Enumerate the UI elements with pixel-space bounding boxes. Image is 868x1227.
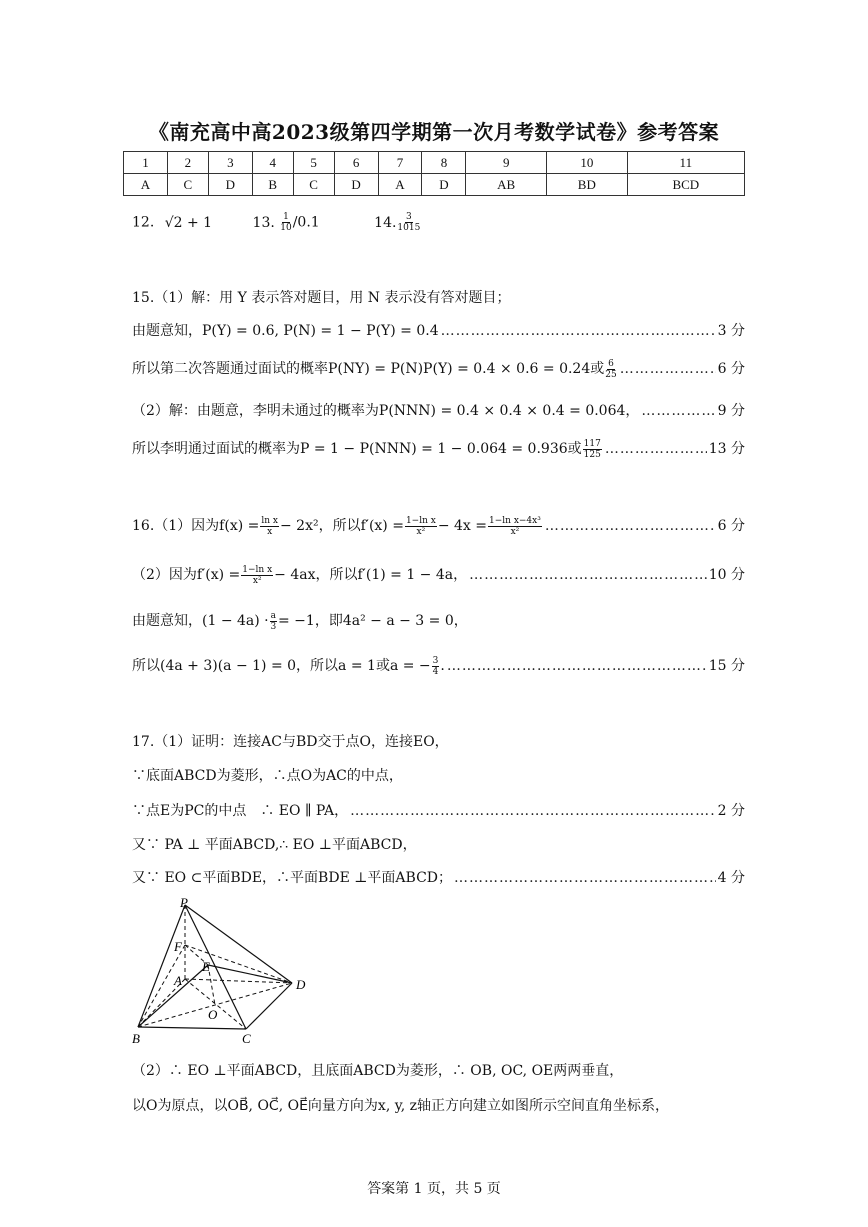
q14-label: 14. <box>374 214 397 231</box>
leader-dots <box>350 803 716 819</box>
question-number: 8 <box>422 152 466 174</box>
leader-dots <box>441 323 716 339</box>
q15-line4-body: 所以李明通过面试的概率为P = 1 − P(NNN) = 1 − 0.064 = 0.936或 <box>132 441 582 457</box>
q16-line3-part: = −1，即4a² − a − 3 = 0， <box>278 613 468 629</box>
numerator: 1−ln x−4x³ <box>489 515 541 526</box>
numerator: ln x <box>261 515 278 526</box>
q16-line2-part: − 4ax，所以f′(1) = 1 − 4a， <box>274 567 468 583</box>
fill-in-answers <box>132 212 745 233</box>
answer-cell: B <box>252 174 293 196</box>
label-B: B <box>132 1031 140 1046</box>
q17-line3-text: ∵点E为PC的中点 ∴ EO ∥ PA， <box>132 803 349 819</box>
q17-line2: ∵底面ABCD为菱形，∴点O为AC的中点， <box>132 768 403 784</box>
answer-cell: C <box>293 174 334 196</box>
fraction <box>488 516 542 537</box>
q15-line4 <box>132 438 745 460</box>
q15-line2 <box>132 358 745 380</box>
q13-denominator: 10 <box>280 223 292 233</box>
label-E: E <box>202 959 210 974</box>
denominator: 3 <box>270 621 277 632</box>
question-number: 1 <box>124 152 168 174</box>
q12-label: 12. <box>132 214 155 231</box>
leader-dots <box>641 403 715 419</box>
q17-line1: 17.（1）证明：连接AC与BD交于点O，连接EO， <box>132 734 449 750</box>
q15-line3-text: （2）解：由题意，李明未通过的概率为P(NNN) = 0.4 × 0.4 × 0.4 = 0.064， <box>132 403 640 419</box>
q16-line2-text <box>132 564 467 586</box>
denominator: 25 <box>605 369 617 380</box>
answer-cell: BD <box>547 174 628 196</box>
q12-answer: √2 + 1 <box>164 214 213 231</box>
answer-cell: AB <box>466 174 547 196</box>
q16-line2 <box>132 564 745 586</box>
score-mark: 3 分 <box>717 323 745 339</box>
page-title: 《南充高中高2023级第四学期第一次月考数学试卷》参考答案 <box>148 120 720 144</box>
edge-EB <box>138 965 208 1027</box>
q16-line3 <box>132 610 745 632</box>
question-number: 7 <box>378 152 422 174</box>
q17-line5 <box>132 867 745 887</box>
question-number: 10 <box>547 152 628 174</box>
answer-cell: D <box>334 174 378 196</box>
page-footer: 答案第 1 页，共 5 页 <box>367 1181 501 1197</box>
q15-line1-text: 由题意知，P(Y) = 0.6, P(N) = 1 − P(Y) = 0.4 <box>132 323 439 339</box>
q15-line1 <box>132 320 745 340</box>
denominator: 4 <box>432 666 439 677</box>
q15-line2-fraction <box>605 359 616 380</box>
fraction <box>432 656 440 677</box>
question-number: 4 <box>252 152 293 174</box>
q15-line3 <box>132 400 745 420</box>
q16-line3-part: 由题意知，(1 − 4a) · <box>132 613 269 629</box>
denominator: x <box>267 526 273 537</box>
numerator: 3 <box>432 655 439 666</box>
label-P: P <box>180 895 188 910</box>
denominator: x² <box>510 526 520 537</box>
score-mark: 4 分 <box>717 870 745 886</box>
q16-line1-part: 16.（1）因为f(x) = <box>132 518 260 534</box>
label-F: F <box>174 939 182 954</box>
answer-cell: BCD <box>627 174 744 196</box>
denominator: x² <box>252 575 262 586</box>
fraction <box>260 516 279 537</box>
leader-dots <box>454 870 716 886</box>
numerator: 6 <box>608 358 614 369</box>
leader-dots <box>545 518 716 534</box>
numerator: 1−ln x <box>405 515 436 526</box>
q17-line6: （2）∴ EO ⊥平面ABCD，且底面ABCD为菱形，∴ OB, OC, OE两两垂直， <box>132 1063 624 1079</box>
q17-line5-text: 又∵ EO ⊂平面BDE，∴平面BDE ⊥平面ABCD； <box>132 870 453 886</box>
q16-line1 <box>132 515 745 537</box>
label-A: A <box>174 973 182 988</box>
leader-dots <box>605 441 707 457</box>
numerator: 1−ln x <box>242 564 273 575</box>
q16-line4-part: . <box>440 658 445 674</box>
q15-intro: 15.（1）解：用 Y 表示答对题目，用 N 表示没有答对题目； <box>132 290 511 306</box>
denominator: x² <box>416 526 426 537</box>
score-mark: 10 分 <box>708 567 745 583</box>
question-number: 5 <box>293 152 334 174</box>
q13-label: 13. <box>252 214 275 231</box>
leader-dots <box>469 567 707 583</box>
score-mark: 15 分 <box>708 658 745 674</box>
fraction <box>241 565 273 586</box>
label-D: D <box>296 977 306 992</box>
q14-numerator: 3 <box>406 212 412 222</box>
q16-line1-text <box>132 515 543 537</box>
edge-BC <box>138 1027 246 1029</box>
question-number: 2 <box>167 152 208 174</box>
score-mark: 9 分 <box>717 403 745 419</box>
q14-fraction <box>397 212 420 233</box>
question-number: 11 <box>627 152 744 174</box>
q17-line4: 又∵ PA ⊥ 平面ABCD,∴ EO ⊥平面ABCD， <box>132 837 417 853</box>
q14-denominator: 1015 <box>397 223 421 233</box>
q15-line4-fraction <box>583 439 602 460</box>
answer-cell: D <box>208 174 252 196</box>
q13-numerator: 1 <box>283 212 289 222</box>
q16-line1-part: − 4x = <box>437 518 488 534</box>
q16-line4-text <box>132 655 445 677</box>
answer-table-number-row <box>124 152 745 174</box>
q13-fraction <box>280 212 291 233</box>
score-mark: 13 分 <box>708 441 745 457</box>
q15-line2-body: 所以第二次答题通过面试的概率P(NY) = P(N)P(Y) = 0.4 × 0.6 = 0.24或 <box>132 361 605 377</box>
q13-alt: /0.1 <box>292 214 320 231</box>
answer-cell: C <box>167 174 208 196</box>
denominator: 125 <box>583 449 601 460</box>
pyramid-figure <box>128 895 328 1050</box>
answer-table <box>123 151 745 196</box>
leader-dots <box>447 658 707 674</box>
leader-dots <box>620 361 716 377</box>
fraction <box>270 611 277 632</box>
score-mark: 6 分 <box>717 361 745 377</box>
q16-line4 <box>132 655 745 677</box>
answer-cell: A <box>378 174 422 196</box>
numerator: a <box>270 610 276 621</box>
numerator: 117 <box>583 438 601 449</box>
fraction <box>405 516 437 537</box>
answer-cell: A <box>124 174 168 196</box>
q17-line3 <box>132 800 745 820</box>
q15-line2-text <box>132 358 618 380</box>
answer-cell: D <box>422 174 466 196</box>
label-C: C <box>242 1031 251 1046</box>
q17-line7: 以O为原点，以OB⃗, OC⃗, OE⃗向量方向为x, y, z轴正方向建立如图所示空间直角坐标系， <box>132 1098 670 1114</box>
q16-line4-part: 所以(4a + 3)(a − 1) = 0，所以a = 1或a = − <box>132 658 431 674</box>
q16-line1-part: − 2x²，所以f′(x) = <box>279 518 404 534</box>
label-O: O <box>208 1007 218 1022</box>
q16-line2-part: （2）因为f′(x) = <box>132 567 241 583</box>
q15-line4-text <box>132 438 603 460</box>
question-number: 9 <box>466 152 547 174</box>
question-number: 6 <box>334 152 378 174</box>
score-mark: 6 分 <box>717 518 745 534</box>
score-mark: 2 分 <box>717 803 745 819</box>
question-number: 3 <box>208 152 252 174</box>
answer-table-answer-row <box>124 174 745 196</box>
edge-PB <box>138 905 185 1027</box>
